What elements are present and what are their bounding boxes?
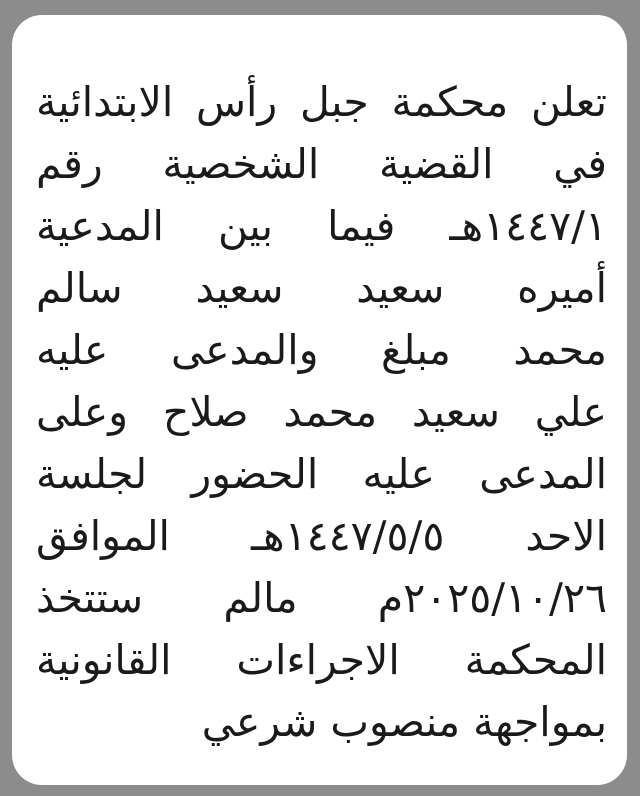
court-notice-text <box>36 71 607 753</box>
notice-line-3: ١٤٤٧/١هـ فيما بين المدعية <box>36 202 607 250</box>
notice-line-5: محمد مبلغ والمدعى عليه <box>36 326 607 374</box>
notice-line-6: علي سعيد محمد صلاح وعلى <box>36 388 607 436</box>
notice-line-8: الاحد ١٤٤٧/٥/٥هـ الموافق <box>36 512 607 560</box>
notice-card <box>12 15 627 785</box>
notice-line-7: المدعى عليه الحضور لجلسة <box>36 450 607 498</box>
notice-line-1: تعلن محكمة جبل رأس الابتدائية <box>36 78 607 126</box>
notice-line-2: في القضية الشخصية رقم <box>36 140 607 188</box>
notice-line-11: بمواجهة منصوب شرعي <box>201 698 607 746</box>
notice-line-9: ٢٠٢٥/١٠/٢٦م مالم ستتخذ <box>36 574 607 622</box>
notice-line-10: المحكمة الاجراءات القانونية <box>36 636 607 684</box>
notice-line-4: أميره سعيد سعيد سالم <box>36 264 607 312</box>
